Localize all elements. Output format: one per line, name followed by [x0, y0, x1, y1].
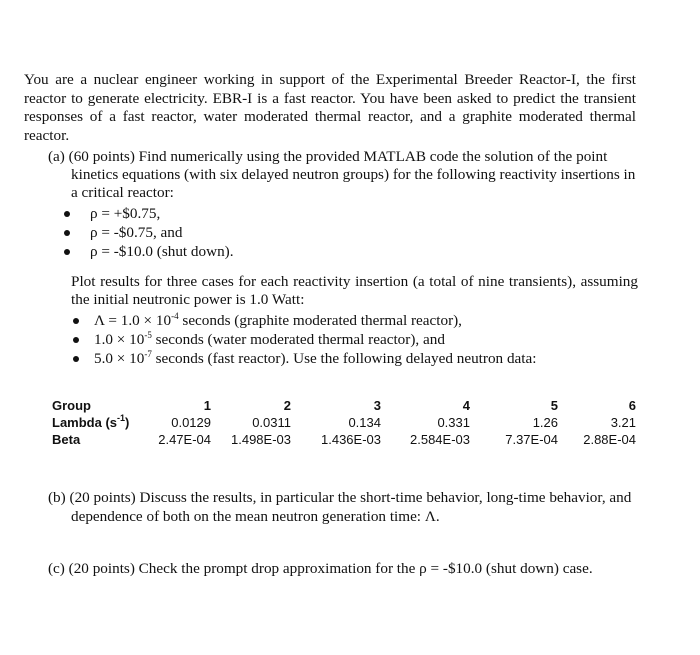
bullet-icon: [73, 356, 79, 362]
lambda-label: Lambda $(s^{-1})$: [52, 413, 130, 430]
bullet-icon: [73, 318, 79, 324]
bullet-icon: [64, 249, 70, 255]
list-item: ρ = +$0.75,: [48, 204, 638, 223]
bullet-icon: [64, 211, 70, 217]
plot-instructions: [71, 273, 638, 368]
reactivity-list: [48, 204, 638, 261]
list-item: ρ = -$0.75, and: [48, 223, 638, 242]
list-item: $\Lambda = 1.0 \times 10^{-4}$ seconds (graphite moderated thermal reactor),: [71, 311, 638, 330]
delayed-neutron-table: [52, 397, 636, 448]
plot-text: Plot results for three cases for each reactivity insertion (a total of nine transients), assuming the initial neutronic power is 1.0 Watt:: [71, 273, 638, 308]
table-row: Beta 2.47E-04 1.498E-03 1.436E-03 2.584E-03 7.37E-04 2.88E-04: [52, 432, 636, 447]
part-b: (b) (20 points) Discuss the results, in particular the short-time behavior, long-time behavior, and dependence of both on the mean neutron generation time: Λ.: [48, 489, 632, 525]
beta-label: Beta: [52, 432, 81, 447]
bullet-icon: [64, 230, 70, 236]
part-a-text: (a) (60 points) Find numerically using the provided MATLAB code the solution of the point kinetics equations (with six delayed neutron groups) for the following reactivity insertions in a critical reactor:: [48, 148, 636, 201]
list-item: ρ = -$10.0 (shut down).: [48, 242, 638, 261]
list-item: $1.0 \times 10^{-5}$ seconds (water moderated thermal reactor), and: [71, 330, 638, 349]
generation-time-list: [71, 311, 638, 368]
list-item: $5.0 \times 10^{-7}$ seconds (fast reactor). Use the following delayed neutron data:: [71, 349, 638, 368]
part-a: [48, 148, 638, 261]
intro-paragraph: You are a nuclear engineer working in support of the Experimental Breeder Reactor-I, the first reactor to generate electricity. EBR-I is a fast reactor. You have been asked to predict the transient responses of a fast reactor, water moderated thermal reactor, and a graphite moderated thermal reactor.: [24, 71, 636, 144]
table-row: Group 1 2 3 4 5 6: [52, 398, 636, 413]
table-row: Lambda $(s^{-1})$ 0.0129 0.0311 0.134 0.331 1.26 3.21: [52, 413, 636, 430]
bullet-icon: [73, 337, 79, 343]
part-c: (c) (20 points) Check the prompt drop approximation for the ρ = -$10.0 (shut down) case.: [48, 560, 593, 578]
group-label: Group: [52, 398, 91, 413]
